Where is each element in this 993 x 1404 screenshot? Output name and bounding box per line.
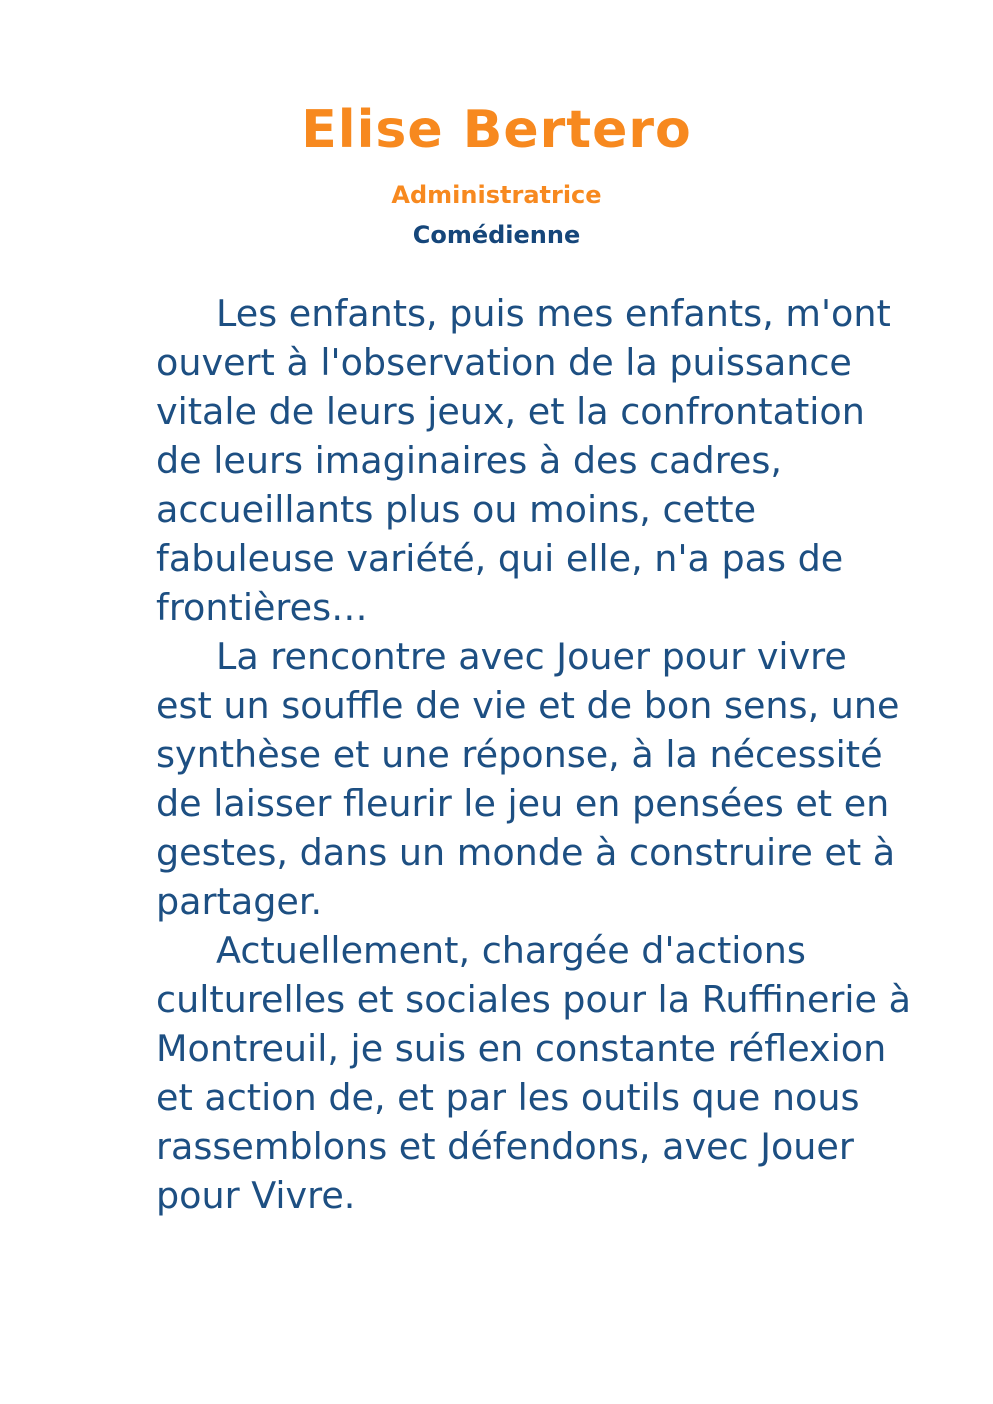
paragraph-1 xyxy=(96,289,891,632)
role-administratrice: Administratrice xyxy=(391,181,602,209)
text-line: partager. xyxy=(156,880,323,923)
text-line: vitale de leurs jeux, et la confrontation xyxy=(156,390,865,433)
text-line: et action de, et par les outils que nous xyxy=(156,1076,860,1119)
text-line: culturelles et sociales pour la Ruffinerie à xyxy=(156,978,911,1021)
text-line: gestes, dans un monde à construire et à xyxy=(156,831,896,874)
text-line: frontières… xyxy=(156,586,368,629)
paragraph-3 xyxy=(96,926,911,1220)
role-comedienne: Comédienne xyxy=(412,221,581,249)
text-line: accueillants plus ou moins, cette xyxy=(156,488,757,531)
text-line: ouvert à l'observation de la puissance xyxy=(156,341,852,384)
biography-text xyxy=(96,289,911,1220)
text-line: pour Vivre. xyxy=(156,1174,356,1217)
person-name: Elise Bertero xyxy=(301,100,692,160)
text-line: La rencontre avec Jouer pour vivre xyxy=(216,635,847,678)
text-line: fabuleuse variété, qui elle, n'a pas de xyxy=(156,537,844,580)
profile-header xyxy=(0,98,993,254)
paragraph-2 xyxy=(96,632,900,926)
text-line: est un souffle de vie et de bon sens, une xyxy=(156,684,900,727)
text-line: rassemblons et défendons, avec Jouer xyxy=(156,1125,854,1168)
text-line: Les enfants, puis mes enfants, m'ont xyxy=(216,292,891,335)
text-line: Actuellement, chargée d'actions xyxy=(216,929,806,972)
text-line: de leurs imaginaires à des cadres, xyxy=(156,439,782,482)
text-line: de laisser fleurir le jeu en pensées et en xyxy=(156,782,890,825)
text-line: synthèse et une réponse, à la nécessité xyxy=(156,733,883,776)
text-line: Montreuil, je suis en constante réflexion xyxy=(156,1027,887,1070)
